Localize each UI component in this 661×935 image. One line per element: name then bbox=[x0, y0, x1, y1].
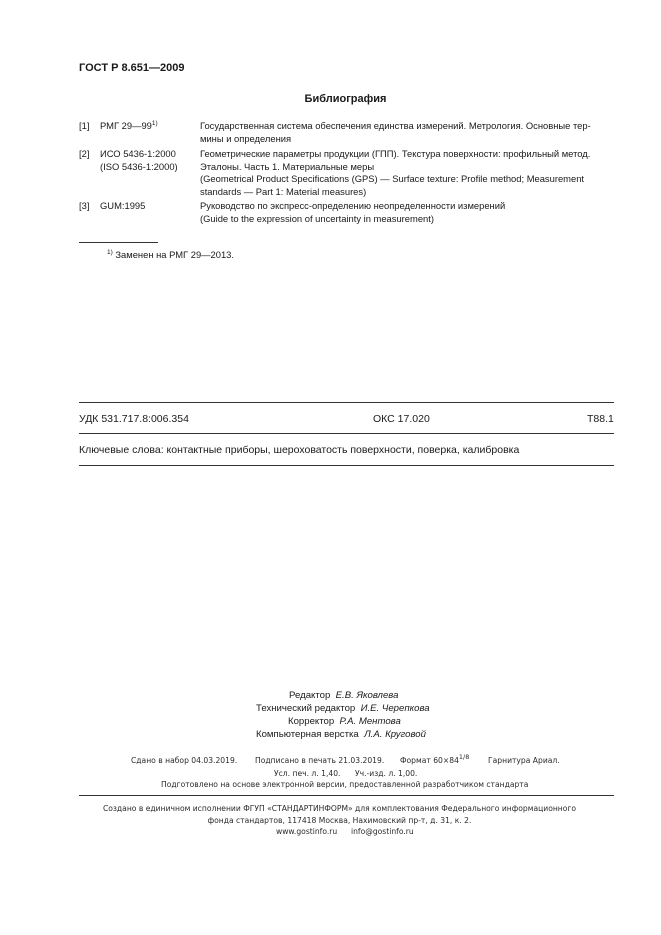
entry-description bbox=[200, 120, 616, 145]
udk-code: УДК 531.717.8:006.354 bbox=[79, 413, 189, 425]
divider bbox=[79, 795, 614, 796]
footnote-text: Заменен на РМГ 29—2013. bbox=[112, 249, 234, 260]
imprint-publisher-sheets: Уч.-изд. л. 1,00. bbox=[355, 769, 418, 778]
credit-editor bbox=[289, 690, 398, 703]
imprint-print-sheets: Усл. печ. л. 1,40. bbox=[274, 769, 341, 778]
credit-layout bbox=[256, 729, 426, 742]
credit-label: Технический редактор bbox=[256, 703, 356, 714]
footnote-mark: 1) bbox=[151, 120, 158, 127]
entry-code-text: РМГ 29—99 bbox=[100, 120, 152, 131]
keywords: Ключевые слова: контактные приборы, шероховатость поверхности, поверка, калибровка bbox=[79, 444, 520, 456]
imprint-format-text: Формат 60×84 bbox=[400, 756, 459, 765]
imprint-signed: Подписано в печать 21.03.2019. bbox=[255, 756, 385, 765]
entry-line: мины и определения bbox=[200, 132, 292, 144]
credit-label: Редактор bbox=[289, 690, 331, 701]
document-number: ГОСТ Р 8.651—2009 bbox=[79, 62, 185, 74]
entry-code bbox=[100, 120, 158, 133]
divider bbox=[79, 465, 614, 466]
divider bbox=[79, 402, 614, 403]
bibliography-title: Библиография bbox=[304, 93, 387, 105]
entry-description bbox=[200, 148, 616, 198]
footnote bbox=[107, 249, 234, 260]
publisher-address: фонда стандартов, 117418 Москва, Нахимовский пр-т, д. 31, к. 2. bbox=[207, 816, 472, 825]
credit-label: Корректор bbox=[288, 716, 335, 727]
entry-code: ИСО 5436-1:2000 bbox=[100, 148, 176, 159]
credit-person: И.Е. Черепкова bbox=[360, 703, 430, 714]
credit-person: Л.А. Круговой bbox=[364, 729, 426, 740]
entry-line: (Geometrical Product Specifications (GPS) — Surface texture: Profile method; Measurement bbox=[200, 173, 585, 185]
credit-person: Р.А. Ментова bbox=[339, 716, 401, 727]
entry-line: (Guide to the expression of uncertainty in measurement) bbox=[200, 212, 434, 224]
credit-person: Е.В. Яковлева bbox=[335, 690, 399, 701]
entry-line: standards — Part 1: Material measures) bbox=[200, 185, 367, 197]
entry-line: Геометрические параметры продукции (ГПП). Текстура поверхности: профильный метод. bbox=[200, 148, 591, 159]
imprint-format-fraction: 1/8 bbox=[458, 753, 470, 761]
credit-corrector bbox=[288, 716, 401, 729]
oks-code: ОКС 17.020 bbox=[373, 413, 430, 425]
credit-label: Компьютерная верстка bbox=[256, 729, 359, 740]
entry-description bbox=[200, 200, 616, 225]
divider bbox=[79, 433, 614, 434]
credit-tech-editor bbox=[256, 703, 430, 716]
imprint-prepared-note: Подготовлено на основе электронной версии, предоставленной разработчиком стандарта bbox=[161, 780, 529, 789]
publisher-email[interactable]: info@gostinfo.ru bbox=[351, 827, 414, 836]
t-code: Т88.1 bbox=[587, 413, 614, 425]
entry-line: Руководство по экспресс-определению неопределенности измерений bbox=[200, 200, 506, 211]
entry-line: Государственная система обеспечения единства измерений. Метрология. Основные тер- bbox=[200, 120, 591, 131]
footnote-mark: 1) bbox=[107, 249, 113, 256]
entry-code-alt: (ISO 5436-1:2000) bbox=[100, 160, 178, 172]
entry-number: [2] bbox=[79, 148, 90, 159]
footnote-divider bbox=[79, 242, 158, 243]
imprint-font: Гарнитура Ариал. bbox=[488, 756, 560, 765]
entry-code: GUM:1995 bbox=[100, 200, 146, 211]
entry-number: [3] bbox=[79, 200, 90, 211]
imprint-submitted: Сдано в набор 04.03.2019. bbox=[131, 756, 238, 765]
publisher-line: Создано в единичном исполнении ФГУП «СТАНДАРТИНФОРМ» для комплектования Федерального информационного bbox=[102, 804, 577, 813]
imprint-format bbox=[400, 753, 470, 765]
publisher-website[interactable]: www.gostinfo.ru bbox=[276, 827, 338, 836]
entry-line: Эталоны. Часть 1. Материальные меры bbox=[200, 160, 375, 172]
entry-number: [1] bbox=[79, 120, 90, 131]
